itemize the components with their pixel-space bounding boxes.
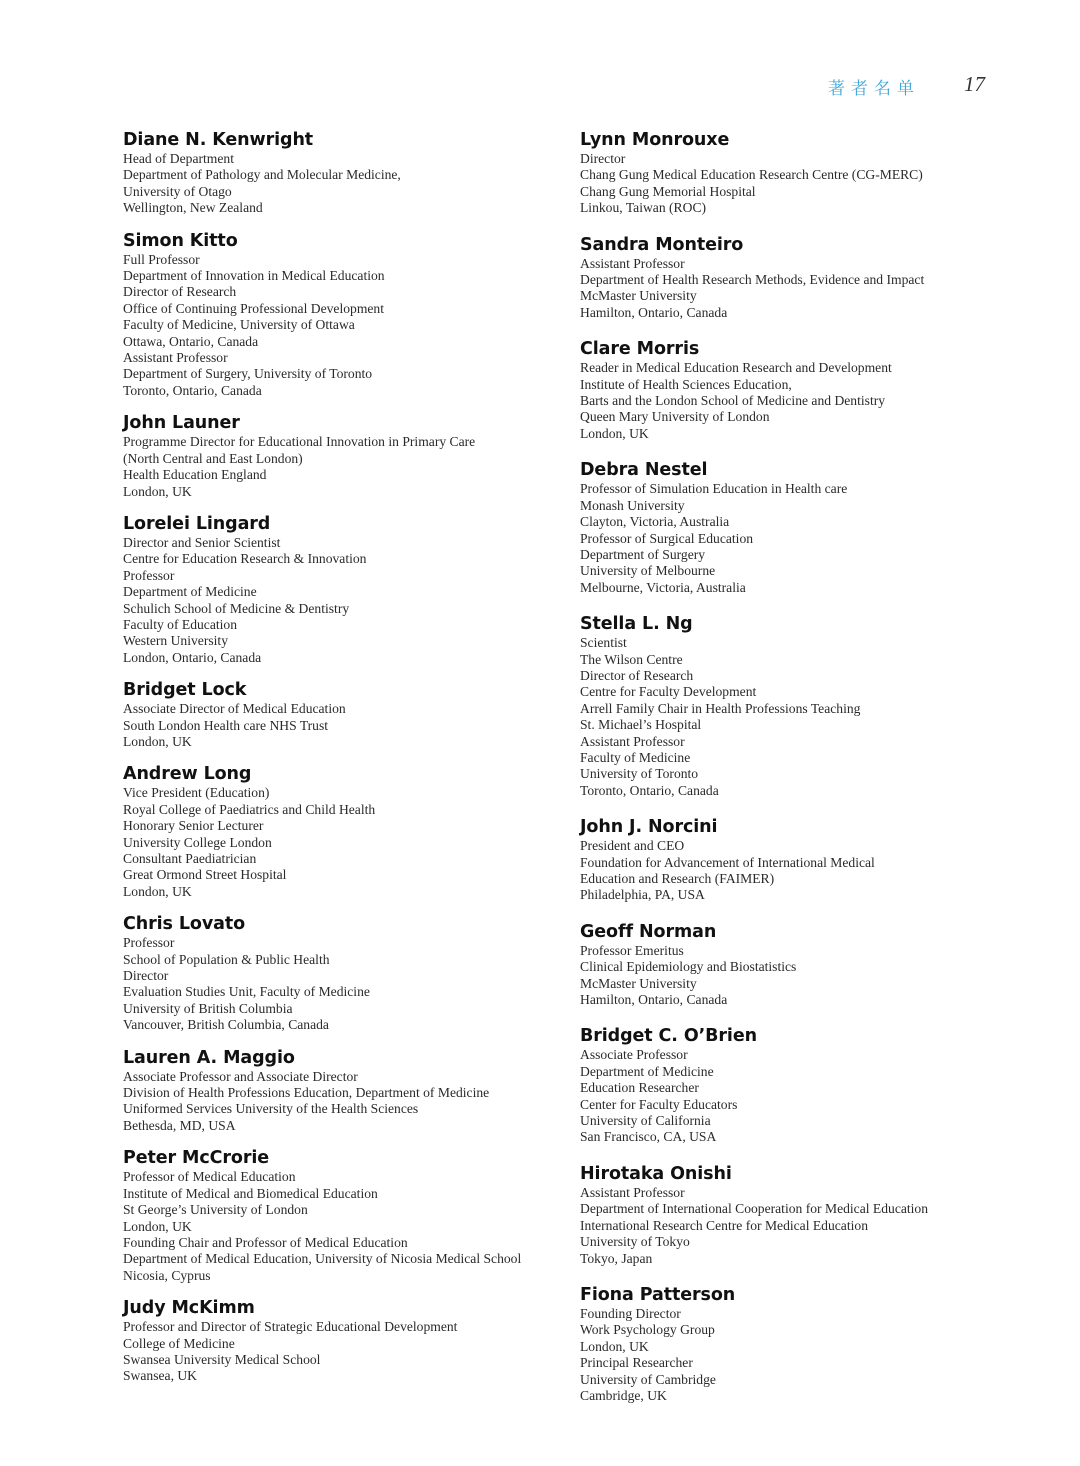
author-affiliation-line: Programme Director for Educational Innovation in Primary Care — [123, 434, 476, 450]
author-name: Bridget C. O’Brien — [580, 1026, 757, 1047]
author-entry — [123, 514, 573, 666]
author-name: Fiona Patterson — [580, 1284, 736, 1305]
author-affiliation-line: Scientist — [580, 635, 627, 651]
author-affiliation-line: Founding Chair and Professor of Medical Education — [123, 1234, 408, 1250]
author-name: Chris Lovato — [123, 914, 246, 935]
author-affiliation-line: Education Researcher — [580, 1080, 699, 1096]
author-affiliation-line: Director — [123, 968, 169, 984]
author-name: Sandra Monteiro — [580, 234, 744, 255]
author-name: Debra Nestel — [580, 460, 708, 481]
author-name: Clare Morris — [580, 339, 700, 360]
author-affiliation-line: Assistant Professor — [580, 1184, 685, 1200]
author-affiliation-line: Linkou, Taiwan (ROC) — [580, 200, 707, 216]
author-affiliation-line: Institute of Health Sciences Education, — [580, 376, 792, 392]
author-affiliation-line: Department of Surgery, University of Toronto — [123, 366, 373, 382]
author-affiliation-line: Faculty of Medicine — [580, 749, 691, 765]
author-entry — [123, 413, 573, 500]
author-affiliation-line: School of Population & Public Health — [123, 951, 330, 967]
author-affiliation-line: Toronto, Ontario, Canada — [580, 782, 719, 798]
author-affiliation-line: Barts and the London School of Medicine and Dentistry — [580, 393, 886, 409]
author-affiliation-line: Director of Research — [580, 667, 694, 683]
author-affiliation-line: Reader in Medical Education Research and Development — [580, 360, 892, 376]
author-affiliation-line: London, UK — [123, 1218, 192, 1234]
author-affiliation-line: Royal College of Paediatrics and Child Health — [123, 801, 376, 817]
right-column — [580, 130, 1000, 1422]
author-affiliation-line: London, UK — [580, 1338, 649, 1354]
author-affiliation-line: Faculty of Medicine, University of Ottawa — [123, 317, 355, 333]
author-entry — [123, 680, 573, 750]
author-name: Stella L. Ng — [580, 614, 693, 635]
author-affiliation-line: Assistant Professor — [580, 255, 685, 271]
author-entry — [580, 1285, 1000, 1404]
author-affiliation-line: Centre for Education Research & Innovation — [123, 551, 367, 567]
author-affiliation-line: Health Education England — [123, 467, 267, 483]
author-affiliation-line: Professor of Medical Education — [123, 1169, 296, 1185]
author-affiliation-line: Founding Director — [580, 1305, 681, 1321]
author-affiliation-line: Office of Continuing Professional Development — [123, 300, 385, 316]
left-column — [123, 130, 573, 1399]
author-affiliation-line: College of Medicine — [123, 1335, 235, 1351]
author-affiliation-line: Hamilton, Ontario, Canada — [580, 992, 728, 1008]
author-affiliation-line: Philadelphia, PA, USA — [580, 887, 705, 903]
author-affiliation-line: Schulich School of Medicine & Dentistry — [123, 600, 350, 616]
author-affiliation-line: Ottawa, Ontario, Canada — [123, 333, 259, 349]
author-affiliation-line: Monash University — [580, 497, 685, 513]
author-affiliation-line: Swansea, UK — [123, 1368, 197, 1384]
author-affiliation-line: Toronto, Ontario, Canada — [123, 382, 262, 398]
author-affiliation-line: (North Central and East London) — [123, 450, 303, 466]
author-affiliation-line: Associate Professor and Associate Director — [123, 1068, 358, 1084]
author-name: Peter McCrorie — [123, 1148, 270, 1169]
author-entry — [123, 914, 573, 1033]
author-affiliation-line: London, Ontario, Canada — [123, 649, 262, 665]
author-name: Lynn Monrouxe — [580, 130, 730, 150]
author-affiliation-line: Department of Medicine — [580, 1063, 714, 1079]
author-affiliation-line: University of Otago — [123, 183, 232, 199]
author-entry — [580, 130, 1000, 217]
author-affiliation-line: San Francisco, CA, USA — [580, 1129, 717, 1145]
author-affiliation-line: University of Melbourne — [580, 563, 716, 579]
author-entry — [580, 1164, 1000, 1267]
author-affiliation-line: Department of Health Research Methods, Evidence and Impact — [580, 272, 925, 288]
author-affiliation-line: Center for Faculty Educators — [580, 1096, 738, 1112]
author-entry — [123, 1298, 573, 1385]
author-name: Hirotaka Onishi — [580, 1163, 732, 1184]
author-affiliation-line: Foundation for Advancement of International Medical — [580, 854, 875, 870]
author-affiliation-line: Tokyo, Japan — [580, 1250, 653, 1266]
author-affiliation-line: University of Cambridge — [580, 1371, 716, 1387]
author-affiliation-line: Evaluation Studies Unit, Faculty of Medicine — [123, 984, 370, 1000]
author-affiliation-line: Department of Medical Education, University of Nicosia Medical School — [123, 1251, 522, 1267]
author-affiliation-line: St George’s University of London — [123, 1202, 308, 1218]
author-entry — [123, 764, 573, 900]
author-affiliation-line: Clayton, Victoria, Australia — [580, 514, 730, 530]
author-name: Diane N. Kenwright — [123, 130, 314, 150]
author-affiliation-line: Swansea University Medical School — [123, 1351, 321, 1367]
author-name: Geoff Norman — [580, 921, 717, 942]
author-entry — [580, 1026, 1000, 1145]
author-affiliation-line: Division of Health Professions Education, Department of Medicine — [123, 1085, 490, 1101]
author-affiliation-line: Associate Director of Medical Education — [123, 701, 346, 717]
author-name: John J. Norcini — [580, 817, 718, 838]
author-affiliation-line: Institute of Medical and Biomedical Education — [123, 1185, 378, 1201]
author-entry — [580, 614, 1000, 799]
author-affiliation-line: Professor of Surgical Education — [580, 530, 754, 546]
author-affiliation-line: St. Michael’s Hospital — [580, 717, 702, 733]
author-name: Andrew Long — [123, 764, 252, 785]
author-name: Lorelei Lingard — [123, 513, 271, 534]
author-entry — [123, 1048, 573, 1135]
author-affiliation-line: Nicosia, Cyprus — [123, 1267, 211, 1283]
author-name: Simon Kitto — [123, 230, 238, 251]
author-affiliation-line: University of Toronto — [580, 766, 699, 782]
author-affiliation-line: Associate Professor — [580, 1047, 688, 1063]
author-affiliation-line: Director of Research — [123, 284, 237, 300]
author-affiliation-line: Professor Emeritus — [580, 942, 684, 958]
author-affiliation-line: Chang Gung Memorial Hospital — [580, 183, 756, 199]
author-affiliation-line: Professor — [123, 935, 175, 951]
author-affiliation-line: Director and Senior Scientist — [123, 534, 281, 550]
author-affiliation-line: Head of Department — [123, 151, 234, 166]
author-affiliation-line: Department of Pathology and Molecular Medicine, — [123, 167, 401, 183]
author-affiliation-line: Professor — [123, 567, 175, 583]
author-affiliation-line: Consultant Paediatrician — [123, 851, 257, 866]
author-affiliation-line: Department of International Cooperation for Medical Education — [580, 1201, 929, 1217]
author-affiliation-line: The Wilson Centre — [580, 651, 683, 667]
author-affiliation-line: London, UK — [123, 733, 192, 749]
author-affiliation-line: Honorary Senior Lecturer — [123, 818, 264, 834]
author-entry — [580, 235, 1000, 322]
author-entry — [123, 130, 573, 217]
author-affiliation-line: Cambridge, UK — [580, 1387, 667, 1403]
author-affiliation-line: University of Tokyo — [580, 1234, 690, 1250]
author-name: Judy McKimm — [123, 1298, 255, 1319]
author-affiliation-line: President and CEO — [580, 838, 685, 854]
author-entry — [123, 1148, 573, 1284]
author-affiliation-line: University of California — [580, 1113, 711, 1129]
author-affiliation-line: Clinical Epidemiology and Biostatistics — [580, 959, 797, 975]
author-entry — [123, 231, 573, 400]
page-number: 17 — [964, 72, 985, 96]
page-header — [828, 72, 988, 100]
author-affiliation-line: Centre for Faculty Development — [580, 684, 757, 700]
author-entry — [580, 460, 1000, 596]
author-affiliation-line: Bethesda, MD, USA — [123, 1117, 236, 1133]
author-entry — [580, 817, 1000, 904]
author-affiliation-line: Great Ormond Street Hospital — [123, 867, 287, 883]
author-affiliation-line: Work Psychology Group — [580, 1322, 715, 1338]
author-affiliation-line: Department of Innovation in Medical Education — [123, 268, 385, 284]
author-affiliation-line: Hamilton, Ontario, Canada — [580, 304, 728, 320]
author-affiliation-line: Director — [580, 151, 626, 166]
author-affiliation-line: Vancouver, British Columbia, Canada — [123, 1017, 329, 1033]
author-affiliation-line: Full Professor — [123, 251, 200, 267]
author-affiliation-line: Wellington, New Zealand — [123, 200, 263, 216]
author-affiliation-line: International Research Centre for Medical Education — [580, 1217, 868, 1233]
author-affiliation-line: Department of Surgery — [580, 546, 706, 562]
author-affiliation-line: Professor and Director of Strategic Educational Development — [123, 1319, 458, 1335]
author-affiliation-line: London, UK — [123, 883, 192, 899]
author-entry — [580, 339, 1000, 442]
author-affiliation-line: Chang Gung Medical Education Research Centre (CG-MERC) — [580, 167, 923, 183]
author-affiliation-line: University of British Columbia — [123, 1000, 293, 1016]
author-entry — [580, 922, 1000, 1009]
author-affiliation-line: McMaster University — [580, 975, 697, 991]
author-affiliation-line: Vice President (Education) — [123, 785, 270, 801]
author-affiliation-line: Professor of Simulation Education in Health care — [580, 481, 848, 497]
author-name: Lauren A. Maggio — [123, 1047, 295, 1068]
author-affiliation-line: Western University — [123, 633, 228, 649]
author-affiliation-line: Faculty of Education — [123, 616, 238, 632]
author-affiliation-line: Queen Mary University of London — [580, 409, 770, 425]
author-affiliation-line: Arrell Family Chair in Health Professions Teaching — [580, 700, 861, 716]
author-affiliation-line: Melbourne, Victoria, Australia — [580, 579, 746, 595]
author-affiliation-line: London, UK — [123, 483, 192, 499]
author-affiliation-line: Uniformed Services University of the Health Sciences — [123, 1101, 419, 1117]
author-affiliation-line: Education and Research (FAIMER) — [580, 871, 775, 886]
section-title: 著者名单 — [828, 79, 920, 99]
author-affiliation-line: Assistant Professor — [580, 733, 685, 749]
author-affiliation-line: Department of Medicine — [123, 584, 257, 600]
author-affiliation-line: Assistant Professor — [123, 350, 228, 366]
author-affiliation-line: University College London — [123, 834, 272, 850]
author-affiliation-line: McMaster University — [580, 288, 697, 304]
author-name: Bridget Lock — [123, 680, 247, 701]
author-affiliation-line: London, UK — [580, 425, 649, 441]
author-affiliation-line: South London Health care NHS Trust — [123, 717, 329, 733]
author-affiliation-line: Principal Researcher — [580, 1355, 693, 1371]
author-name: John Launer — [123, 413, 240, 434]
